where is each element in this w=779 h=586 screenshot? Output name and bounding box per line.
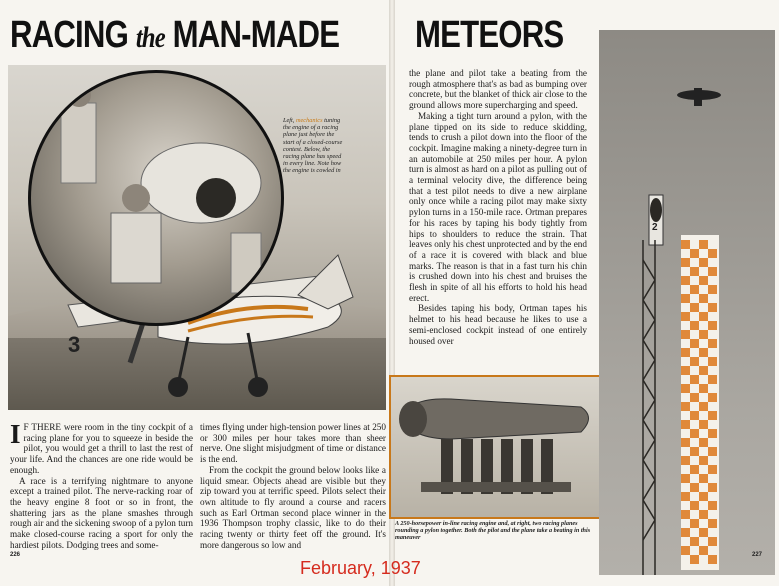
drop-cap: I	[10, 419, 21, 449]
body-column-1	[10, 419, 193, 550]
pylon-photo	[599, 30, 775, 575]
page-number-right: 227	[752, 552, 763, 558]
body-column-3	[409, 68, 587, 346]
column3-paragraph-2: Making a tight turn around a pylon, with the plane tipped on its side to reduce skidding, tends to crush a pilot down into the floor of the cockpit. Imagine making a ninety-degree turn in an automobile at 250 miles per hour. A pylon turn is almost as hard on a pilot as pulling out of a terminal velocity dive, the difference being that a test pilot needs to dive a new airplane only once while a racing pilot may make sixty pylon turns in a 150-mile race. Ortman prepares for his races by taping his body tightly from hips to shoulders to reduce the strain. That leaves only his chest unprotected and by the end of a race it is covered with black and blue marks. The reason is that in a fast turn his chin is crushed down into his chest and bruises the flesh in spite of all his efforts to hold his head erect.	[409, 110, 587, 303]
headline-meteors: METEORS	[415, 14, 564, 56]
caption-text: tuning the engine of a racing plane just before the start of a closed-course contest. Below, the racing plane has speed in every line. Note how the engine is cowled in	[283, 117, 343, 175]
headline-racing: RACING	[10, 14, 136, 56]
column3-paragraph-3: Besides taping his body, Ortman tapes his helmet to his head because he likes to use a semi-enclosed cockpit instead of one entirely housed over	[409, 303, 587, 346]
caption-prefix: Left,	[283, 117, 295, 124]
pylon-plane-number: 2	[652, 222, 658, 233]
column1-paragraph-1: F THERE were room in the tiny cockpit of a racing plane for you to squeeze in beside the pilot, you would get a thrill to last the rest of your life. And the chances are one ride would be enough.	[10, 422, 193, 475]
date-stamp: February, 1937	[300, 558, 421, 578]
pylon-tower	[643, 240, 655, 575]
headline-the: the	[135, 21, 165, 54]
mechanics-illustration	[31, 73, 281, 323]
headline-left	[10, 14, 339, 57]
plane-pylon-icon	[649, 195, 663, 245]
engine-photo	[389, 375, 601, 519]
mechanics-circle-photo	[28, 70, 284, 326]
caption-highlight: mechanics	[295, 117, 323, 124]
page-number-left: 226	[10, 552, 21, 558]
plane-top-icon	[677, 88, 721, 106]
body-column-2	[200, 422, 386, 550]
plane-number: 3	[68, 332, 81, 357]
headline-man-made: MAN-MADE	[164, 14, 340, 56]
column2-paragraph-2: From the cockpit the ground below looks like a liquid smear. Objects ahead are visible but they zip toward you at terrific speed. Pilots select their own altitude to fly around a course and racers such as Earl Ortman second place winner in the 1936 Thompson trophy classic, like to do their racing twenty or thirty feet off the ground. It's more dangerous so low and	[200, 464, 386, 550]
checkered-banner	[681, 235, 719, 570]
caption-engine: A 250-horsepower in-line racing engine and, at right, two racing planes rounding a pylon together. Both the pilot and the plane take a beating in this maneuver	[395, 520, 591, 541]
headline-right	[415, 14, 563, 57]
engine-illustration	[391, 377, 599, 517]
column2-paragraph-1: times flying under high-tension power lines at 250 or 300 miles per hour takes more than sheer nerve. One slight misjudgment of time or distance is the end.	[200, 422, 386, 465]
column3-paragraph-1: the plane and pilot take a beating from the rough atmosphere that's as bad as bumping over concrete, but the blanket of thick air close to the ground allows more supercharging and speed.	[409, 68, 587, 111]
pylon-illustration	[599, 30, 775, 575]
column1-paragraph-2: A race is a terrifying nightmare to anyone except a trained pilot. The nerve-racking roar of the heavy engine 8 foot or so in front, the shattering jars as the plane smashes through rough air and the sickening swoop of a pylon turn make closed-course racing a sport for only the hardiest pilots. Dodging trees and some-	[10, 475, 193, 550]
caption-mechanics	[283, 117, 345, 175]
